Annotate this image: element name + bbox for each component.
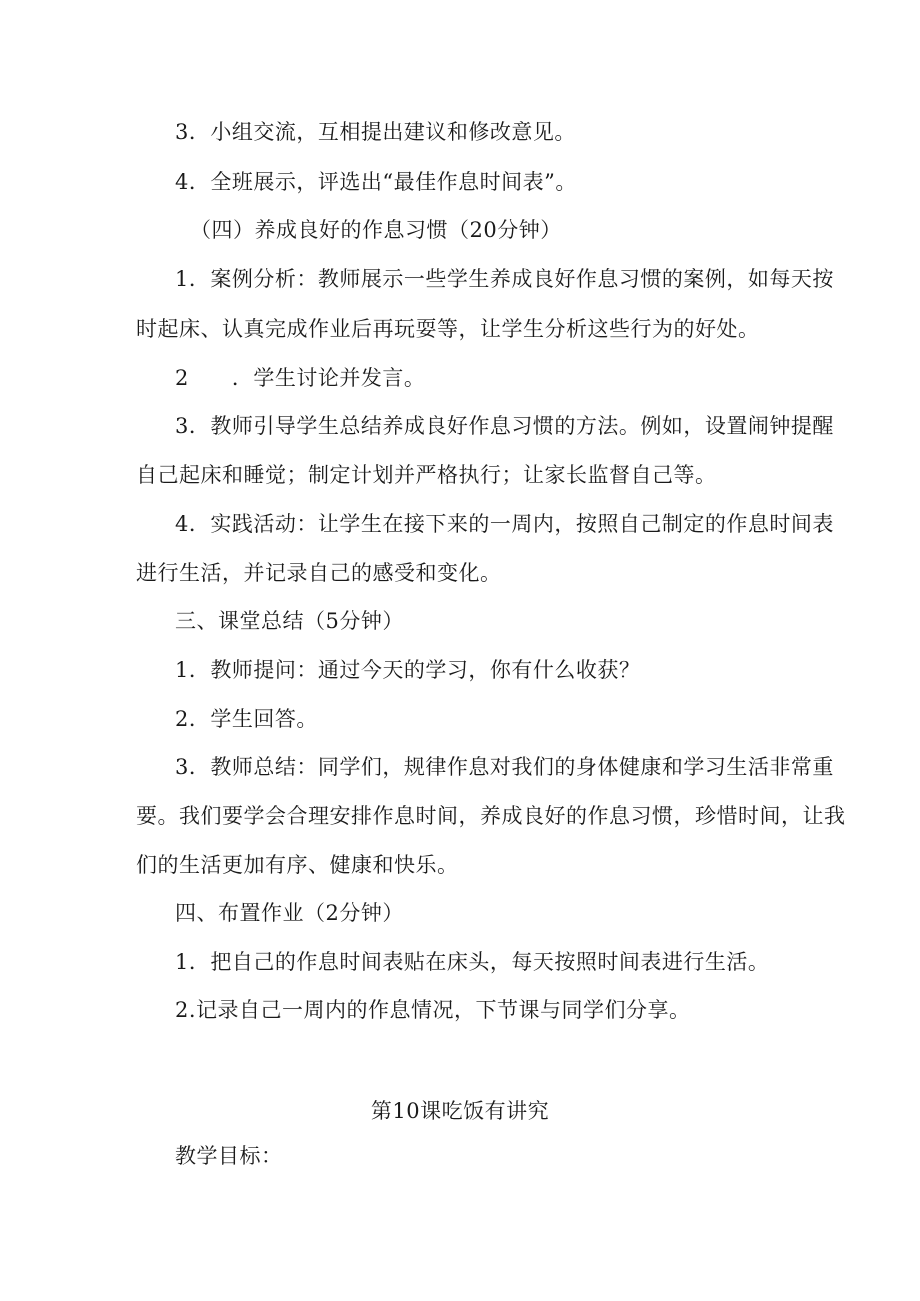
section-heading: 四、布置作业（2分钟） xyxy=(175,901,404,925)
paragraph-line: 3．教师引导学生总结养成良好作息习惯的方法。例如，设置闹钟提醒 xyxy=(175,414,834,438)
paragraph-line: 1．把自己的作息时间表贴在床头，每天按照时间表进行生活。 xyxy=(175,950,770,974)
paragraph-line: 2 ．学生讨论并发言。 xyxy=(175,366,426,390)
paragraph-line: 4．全班展示，评选出“最佳作息时间表”。 xyxy=(175,170,577,194)
paragraph-line: 要。我们要学会合理安排作息时间，养成良好的作息习惯，珍惜时间，让我 xyxy=(136,804,846,828)
paragraph-line: 自己起床和睡觉；制定计划并严格执行；让家长监督自己等。 xyxy=(136,463,717,487)
paragraph-line: 4．实践活动：让学生在接下来的一周内，按照自己制定的作息时间表 xyxy=(175,512,834,536)
lesson-title: 第10课吃饭有讲究 xyxy=(370,1099,550,1123)
section-heading: （四）养成良好的作息习惯（20分钟） xyxy=(190,218,562,242)
paragraph-line: 进行生活，并记录自己的感受和变化。 xyxy=(136,561,502,585)
paragraph-line: 时起床、认真完成作业后再玩耍等，让学生分析这些行为的好处。 xyxy=(136,317,760,341)
paragraph-line: 们的生活更加有序、健康和快乐。 xyxy=(136,853,459,877)
paragraph-line: 2．学生回答。 xyxy=(175,707,318,731)
paragraph-line: 1．案例分析：教师展示一些学生养成良好作息习惯的案例，如每天按 xyxy=(175,267,834,291)
paragraph-line: 1．教师提问：通过今天的学习，你有什么收获？ xyxy=(175,658,641,682)
section-heading: 三、课堂总结（5分钟） xyxy=(175,609,404,633)
paragraph-line: 3．教师总结：同学们，规律作息对我们的身体健康和学习生活非常重 xyxy=(175,755,834,779)
section-label: 教学目标： xyxy=(175,1144,283,1168)
paragraph-line: 2.记录自己一周内的作息情况，下节课与同学们分享。 xyxy=(175,998,691,1022)
paragraph-line: 3．小组交流，互相提出建议和修改意见。 xyxy=(175,120,576,144)
